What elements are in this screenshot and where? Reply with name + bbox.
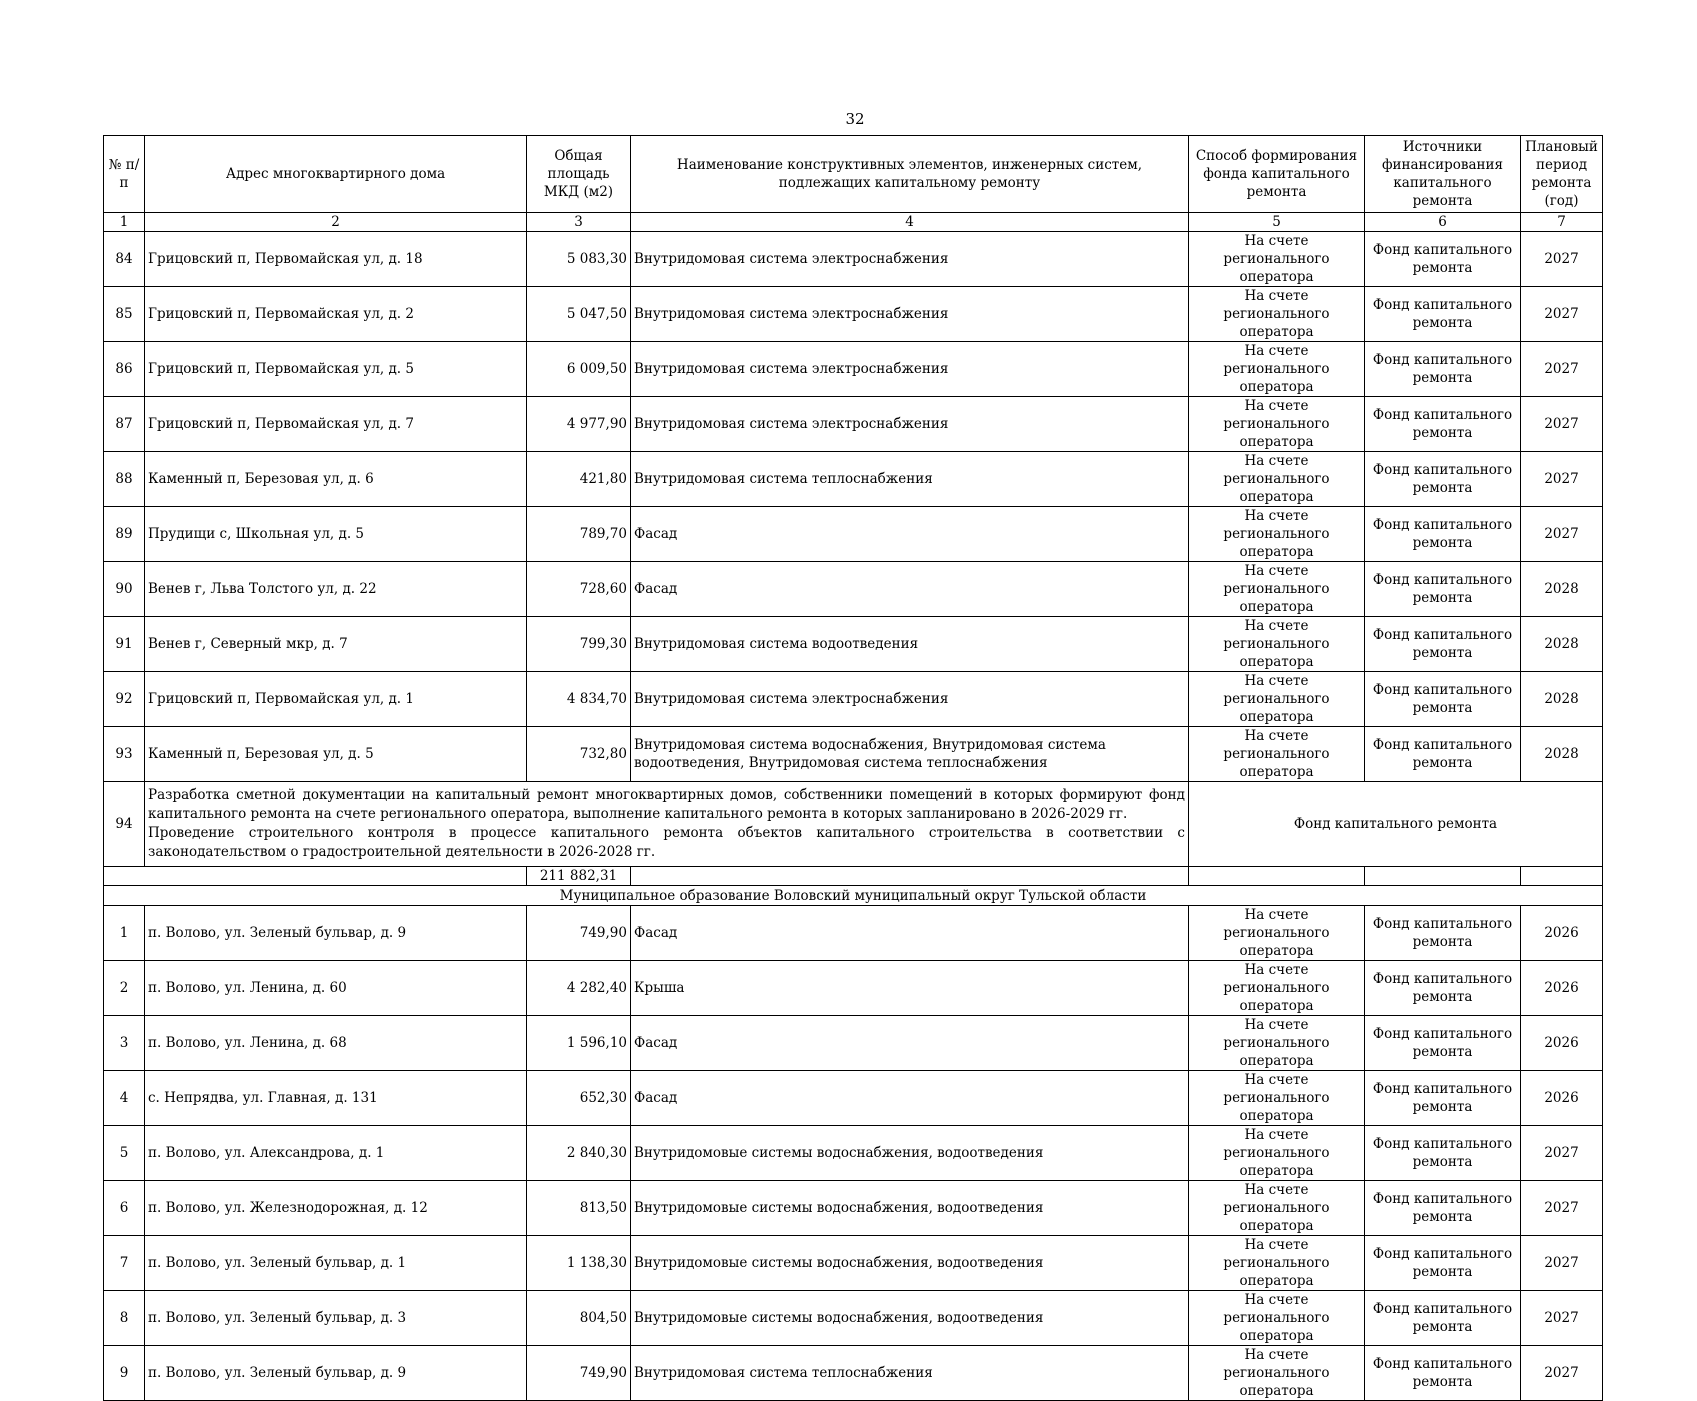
row-area: 804,50 xyxy=(527,1291,631,1346)
row-area: 5 047,50 xyxy=(527,287,631,342)
row-area: 4 977,90 xyxy=(527,397,631,452)
row-elements: Внутридомовые системы водоснабжения, водоотведения xyxy=(631,1291,1189,1346)
row-elements: Внутридомовая система водоотведения xyxy=(631,617,1189,672)
row-year: 2028 xyxy=(1521,727,1603,782)
row-method: На счете регионального оператора xyxy=(1189,1016,1365,1071)
row-method: На счете регионального оператора xyxy=(1189,1346,1365,1401)
row-area: 652,30 xyxy=(527,1071,631,1126)
header-source: Источники финансирования капитального ремонта xyxy=(1365,136,1521,213)
table-row xyxy=(104,961,1603,1016)
row-method: На счете регионального оператора xyxy=(1189,961,1365,1016)
row-address: Грицовский п, Первомайская ул, д. 2 xyxy=(145,287,527,342)
row-address: Венев г, Северный мкр, д. 7 xyxy=(145,617,527,672)
row-source: Фонд капитального ремонта xyxy=(1365,1236,1521,1291)
row-source: Фонд капитального ремонта xyxy=(1365,727,1521,782)
header-elements: Наименование конструктивных элементов, инженерных систем, подлежащих капитальному ремонту xyxy=(631,136,1189,213)
column-number-row xyxy=(104,213,1603,232)
row-year: 2027 xyxy=(1521,1236,1603,1291)
row-address: Венев г, Льва Толстого ул, д. 22 xyxy=(145,562,527,617)
row-year: 2026 xyxy=(1521,906,1603,961)
total-row-label-cell xyxy=(104,867,527,886)
row-year: 2027 xyxy=(1521,232,1603,287)
table-row xyxy=(104,1236,1603,1291)
row-number: 84 xyxy=(104,232,145,287)
header-area-label: Общая площадь МКД (м2) xyxy=(543,148,614,200)
row-area: 749,90 xyxy=(527,906,631,961)
column-number: 1 xyxy=(104,213,145,232)
row-address: п. Волово, ул. Ленина, д. 68 xyxy=(145,1016,527,1071)
row-source: Фонд капитального ремонта xyxy=(1365,1016,1521,1071)
row-number: 92 xyxy=(104,672,145,727)
table-row xyxy=(104,1291,1603,1346)
note-row xyxy=(104,782,1603,867)
row-elements: Внутридомовая система электроснабжения xyxy=(631,287,1189,342)
total-area: 211 882,31 xyxy=(527,867,631,886)
table-row xyxy=(104,507,1603,562)
row-number: 8 xyxy=(104,1291,145,1346)
row-year: 2027 xyxy=(1521,1291,1603,1346)
row-method: На счете регионального оператора xyxy=(1189,562,1365,617)
note-text-design: Разработка сметной документации на капитальный ремонт многоквартирных домов, собственники помещений в которых формируют фонд капитального ремонта на счете регионального оператора, выполнение капитального ремонта в которых запланировано в 2026-2029 гг. xyxy=(148,787,1185,822)
row-year: 2027 xyxy=(1521,342,1603,397)
header-number: № п/п xyxy=(104,136,145,213)
row-number: 9 xyxy=(104,1346,145,1401)
total-row xyxy=(104,867,1603,886)
row-method: На счете регионального оператора xyxy=(1189,397,1365,452)
note-row-number: 94 xyxy=(104,782,145,867)
row-number: 5 xyxy=(104,1126,145,1181)
row-source: Фонд капитального ремонта xyxy=(1365,287,1521,342)
row-method: На счете регионального оператора xyxy=(1189,507,1365,562)
total-row-empty xyxy=(631,867,1189,886)
table-row xyxy=(104,397,1603,452)
row-number: 91 xyxy=(104,617,145,672)
row-year: 2027 xyxy=(1521,1346,1603,1401)
row-year: 2027 xyxy=(1521,452,1603,507)
row-number: 88 xyxy=(104,452,145,507)
row-year: 2027 xyxy=(1521,507,1603,562)
row-area: 4 834,70 xyxy=(527,672,631,727)
column-number: 6 xyxy=(1365,213,1521,232)
column-number: 2 xyxy=(145,213,527,232)
row-address: п. Волово, ул. Зеленый бульвар, д. 3 xyxy=(145,1291,527,1346)
row-elements: Фасад xyxy=(631,507,1189,562)
row-area: 1 138,30 xyxy=(527,1236,631,1291)
row-source: Фонд капитального ремонта xyxy=(1365,342,1521,397)
row-area: 1 596,10 xyxy=(527,1016,631,1071)
header-method: Способ формирования фонда капитального ремонта xyxy=(1189,136,1365,213)
row-address: п. Волово, ул. Ленина, д. 60 xyxy=(145,961,527,1016)
row-source: Фонд капитального ремонта xyxy=(1365,1291,1521,1346)
row-method: На счете регионального оператора xyxy=(1189,1126,1365,1181)
row-method: На счете регионального оператора xyxy=(1189,1236,1365,1291)
row-number: 86 xyxy=(104,342,145,397)
table-row xyxy=(104,617,1603,672)
row-source: Фонд капитального ремонта xyxy=(1365,507,1521,562)
section-title: Муниципальное образование Воловский муниципальный округ Тульской области xyxy=(104,886,1603,906)
column-number: 5 xyxy=(1189,213,1365,232)
note-section xyxy=(104,782,1603,906)
row-method: На счете регионального оператора xyxy=(1189,1291,1365,1346)
table-row xyxy=(104,1181,1603,1236)
row-source: Фонд капитального ремонта xyxy=(1365,961,1521,1016)
row-area: 749,90 xyxy=(527,1346,631,1401)
row-area: 6 009,50 xyxy=(527,342,631,397)
row-address: п. Волово, ул. Зеленый бульвар, д. 9 xyxy=(145,1346,527,1401)
column-number: 3 xyxy=(527,213,631,232)
header-year: Плановый период ремонта (год) xyxy=(1521,136,1603,213)
row-address: Каменный п, Березовая ул, д. 5 xyxy=(145,727,527,782)
table-row xyxy=(104,1071,1603,1126)
total-row-empty xyxy=(1189,867,1365,886)
row-year: 2028 xyxy=(1521,562,1603,617)
row-address: Грицовский п, Первомайская ул, д. 18 xyxy=(145,232,527,287)
row-year: 2028 xyxy=(1521,617,1603,672)
row-area: 813,50 xyxy=(527,1181,631,1236)
row-source: Фонд капитального ремонта xyxy=(1365,397,1521,452)
row-address: с. Непрядва, ул. Главная, д. 131 xyxy=(145,1071,527,1126)
row-method: На счете регионального оператора xyxy=(1189,727,1365,782)
row-elements: Внутридомовые системы водоснабжения, водоотведения xyxy=(631,1126,1189,1181)
row-address: п. Волово, ул. Александрова, д. 1 xyxy=(145,1126,527,1181)
row-address: Грицовский п, Первомайская ул, д. 1 xyxy=(145,672,527,727)
row-method: На счете регионального оператора xyxy=(1189,672,1365,727)
row-number: 89 xyxy=(104,507,145,562)
row-source: Фонд капитального ремонта xyxy=(1365,1126,1521,1181)
part1-rows xyxy=(104,232,1603,782)
row-number: 87 xyxy=(104,397,145,452)
row-address: Каменный п, Березовая ул, д. 6 xyxy=(145,452,527,507)
part2-rows xyxy=(104,906,1603,1401)
row-source: Фонд капитального ремонта xyxy=(1365,232,1521,287)
table-row xyxy=(104,1346,1603,1401)
row-area: 421,80 xyxy=(527,452,631,507)
row-elements: Внутридомовая система электроснабжения xyxy=(631,342,1189,397)
table-row xyxy=(104,672,1603,727)
total-row-empty xyxy=(1365,867,1521,886)
total-row-empty xyxy=(1521,867,1603,886)
row-elements: Внутридомовая система электроснабжения xyxy=(631,397,1189,452)
table-row xyxy=(104,1126,1603,1181)
row-elements: Внутридомовые системы водоснабжения, водоотведения xyxy=(631,1236,1189,1291)
note-text-control: Проведение строительного контроля в процессе капитального ремонта объектов капитального строительства в соответствии с законодательством о градостроительной деятельности в 2026-2028 гг. xyxy=(148,825,1185,860)
row-elements: Фасад xyxy=(631,1071,1189,1126)
table-row xyxy=(104,727,1603,782)
row-elements: Внутридомовая система водоснабжения, Внутридомовая система водоотведения, Внутридомовая система теплоснабжения xyxy=(631,727,1189,782)
row-source: Фонд капитального ремонта xyxy=(1365,906,1521,961)
table-header-row xyxy=(104,136,1603,213)
row-method: На счете регионального оператора xyxy=(1189,232,1365,287)
row-address: п. Волово, ул. Железнодорожная, д. 12 xyxy=(145,1181,527,1236)
row-source: Фонд капитального ремонта xyxy=(1365,617,1521,672)
row-elements: Внутридомовая система теплоснабжения xyxy=(631,1346,1189,1401)
row-number: 85 xyxy=(104,287,145,342)
row-method: На счете регионального оператора xyxy=(1189,342,1365,397)
row-source: Фонд капитального ремонта xyxy=(1365,672,1521,727)
note-row-description xyxy=(145,782,1189,867)
row-method: На счете регионального оператора xyxy=(1189,1181,1365,1236)
row-area: 4 282,40 xyxy=(527,961,631,1016)
column-number: 4 xyxy=(631,213,1189,232)
row-number: 93 xyxy=(104,727,145,782)
row-year: 2027 xyxy=(1521,397,1603,452)
table-row xyxy=(104,232,1603,287)
row-source: Фонд капитального ремонта xyxy=(1365,1346,1521,1401)
row-year: 2026 xyxy=(1521,1071,1603,1126)
row-elements: Внутридомовые системы водоснабжения, водоотведения xyxy=(631,1181,1189,1236)
row-year: 2027 xyxy=(1521,1126,1603,1181)
row-area: 789,70 xyxy=(527,507,631,562)
column-number: 7 xyxy=(1521,213,1603,232)
row-year: 2026 xyxy=(1521,1016,1603,1071)
row-elements: Фасад xyxy=(631,1016,1189,1071)
table-row xyxy=(104,287,1603,342)
row-year: 2027 xyxy=(1521,1181,1603,1236)
repair-plan-table xyxy=(103,135,1603,1401)
row-address: п. Волово, ул. Зеленый бульвар, д. 1 xyxy=(145,1236,527,1291)
page-number: 32 xyxy=(845,110,865,128)
row-area: 799,30 xyxy=(527,617,631,672)
row-year: 2027 xyxy=(1521,287,1603,342)
row-number: 90 xyxy=(104,562,145,617)
header-area xyxy=(527,136,631,213)
row-number: 3 xyxy=(104,1016,145,1071)
table-row xyxy=(104,1016,1603,1071)
row-method: На счете регионального оператора xyxy=(1189,1071,1365,1126)
note-row-source: Фонд капитального ремонта xyxy=(1189,782,1603,867)
row-number: 6 xyxy=(104,1181,145,1236)
row-number: 7 xyxy=(104,1236,145,1291)
row-source: Фонд капитального ремонта xyxy=(1365,1071,1521,1126)
row-area: 5 083,30 xyxy=(527,232,631,287)
header-address: Адрес многоквартирного дома xyxy=(145,136,527,213)
row-elements: Внутридомовая система теплоснабжения xyxy=(631,452,1189,507)
row-address: Грицовский п, Первомайская ул, д. 5 xyxy=(145,342,527,397)
section-title-row xyxy=(104,886,1603,906)
row-address: Прудищи с, Школьная ул, д. 5 xyxy=(145,507,527,562)
row-method: На счете регионального оператора xyxy=(1189,452,1365,507)
row-elements: Внутридомовая система электроснабжения xyxy=(631,672,1189,727)
row-source: Фонд капитального ремонта xyxy=(1365,452,1521,507)
table-row xyxy=(104,342,1603,397)
row-method: На счете регионального оператора xyxy=(1189,617,1365,672)
row-number: 4 xyxy=(104,1071,145,1126)
row-elements: Крыша xyxy=(631,961,1189,1016)
row-number: 1 xyxy=(104,906,145,961)
table-row xyxy=(104,562,1603,617)
row-elements: Внутридомовая система электроснабжения xyxy=(631,232,1189,287)
row-address: Грицовский п, Первомайская ул, д. 7 xyxy=(145,397,527,452)
row-elements: Фасад xyxy=(631,562,1189,617)
row-elements: Фасад xyxy=(631,906,1189,961)
table-row xyxy=(104,906,1603,961)
row-address: п. Волово, ул. Зеленый бульвар, д. 9 xyxy=(145,906,527,961)
row-area: 728,60 xyxy=(527,562,631,617)
row-source: Фонд капитального ремонта xyxy=(1365,1181,1521,1236)
row-area: 2 840,30 xyxy=(527,1126,631,1181)
row-year: 2028 xyxy=(1521,672,1603,727)
row-area: 732,80 xyxy=(527,727,631,782)
row-method: На счете регионального оператора xyxy=(1189,906,1365,961)
row-number: 2 xyxy=(104,961,145,1016)
row-method: На счете регионального оператора xyxy=(1189,287,1365,342)
table-row xyxy=(104,452,1603,507)
row-year: 2026 xyxy=(1521,961,1603,1016)
row-source: Фонд капитального ремонта xyxy=(1365,562,1521,617)
